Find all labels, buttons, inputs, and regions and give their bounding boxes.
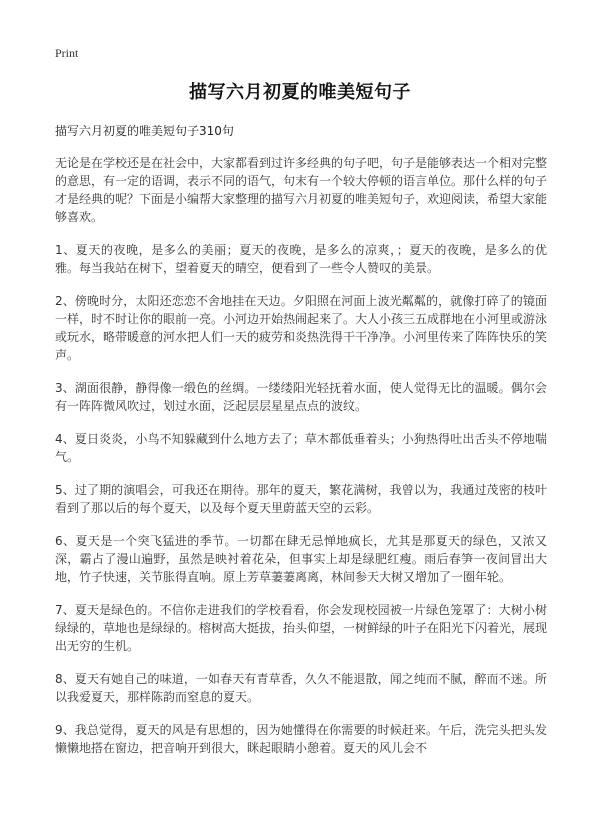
paragraph-intro: 无论是在学校还是在社会中，大家都看到过许多经典的句子吧，句子是能够表达一个相对完整的意思，有一定的语调，表示不同的语气，句末有一个较大停顿的语言单位。那什么样的句子才是经典的呢？下面是小编帮大家整理的描写六月初夏的唯美短句子，欢迎阅读，希望大家能够喜欢。 xyxy=(55,156,548,224)
paragraph-8: 8、夏天有她自己的味道，一如春天有青草香，久久不能退散，闻之纯而不腻，醉而不迷。所以我爱夏天，那样陈韵而窒息的夏天。 xyxy=(55,672,547,704)
print-link[interactable]: Print xyxy=(55,46,79,60)
page-title: 描写六月初夏的唯美短句子 xyxy=(189,82,411,103)
paragraph-3: 3、湖面很静，静得像一缎色的丝绸。一缕缕阳光轻抚着水面，使人觉得无比的温暖。偶尔会有一阵阵微风吹过，划过水面，泛起层层星星点点的波纹。 xyxy=(55,381,547,413)
paragraph-9: 9、我总觉得，夏天的风是有思想的，因为她懂得在你需要的时候赶来。午后，洗完头把头发懒懒地搭在窗边，把音响开到很大，眯起眼睛小憩着。夏天的风儿会不 xyxy=(55,723,547,755)
article-body xyxy=(55,122,547,772)
paragraph-1: 1、夏天的夜晚，是多么的美丽；夏天的夜晚，是多么的凉爽，；夏天的夜晚，是多么的优雅。每当我站在树下，望着夏天的晴空，便看到了一些令人赞叹的美景。 xyxy=(55,243,547,275)
paragraph-2: 2、傍晚时分，太阳还恋恋不舍地挂在天边。夕阳照在河面上波光粼粼的，就像打碎了的镜面一样，时不时让你的眼前一亮。小河边开始热闹起来了。大人小孩三五成群地在小河里或游泳或玩水，略带暖意的河水把人们一天的疲劳和炎热洗得干干净净。小河里传来了阵阵快乐的笑声。 xyxy=(55,294,548,362)
paragraph-4: 4、夏日炎炎，小鸟不知躲藏到什么地方去了；草木都低垂着头；小狗热得吐出舌头不停地喘气。 xyxy=(55,432,547,464)
paragraph-5: 5、过了期的演唱会，可我还在期待。那年的夏天，繁花满树，我曾以为，我通过茂密的枝叶看到了那以后的每个夏天，以及每个夏天里蔚蓝天空的云彩。 xyxy=(55,483,547,515)
paragraph-6: 6、夏天是一个突飞猛进的季节。一切都在肆无忌惮地疯长，尤其是那夏天的绿色，又浓又深，霸占了漫山遍野，虽然是映衬着花朵，但事实上却是绿肥红瘦。雨后春笋一夜间冒出大地，竹子快速，关节胀得直响。原上芳草萋萋离离，林间参天大树又增加了一圈年轮。 xyxy=(55,534,547,584)
paragraph-7: 7、夏天是绿色的。不信你走进我们的学校看看，你会发现校园被一片绿色笼罩了：大树小树绿绿的，草地也是绿绿的。榕树高大挺拔，抬头仰望，一树鲜绿的叶子在阳光下闪着光，展现出无穷的生机。 xyxy=(55,603,548,653)
article-subtitle: 描写六月初夏的唯美短句子310句 xyxy=(55,124,234,138)
